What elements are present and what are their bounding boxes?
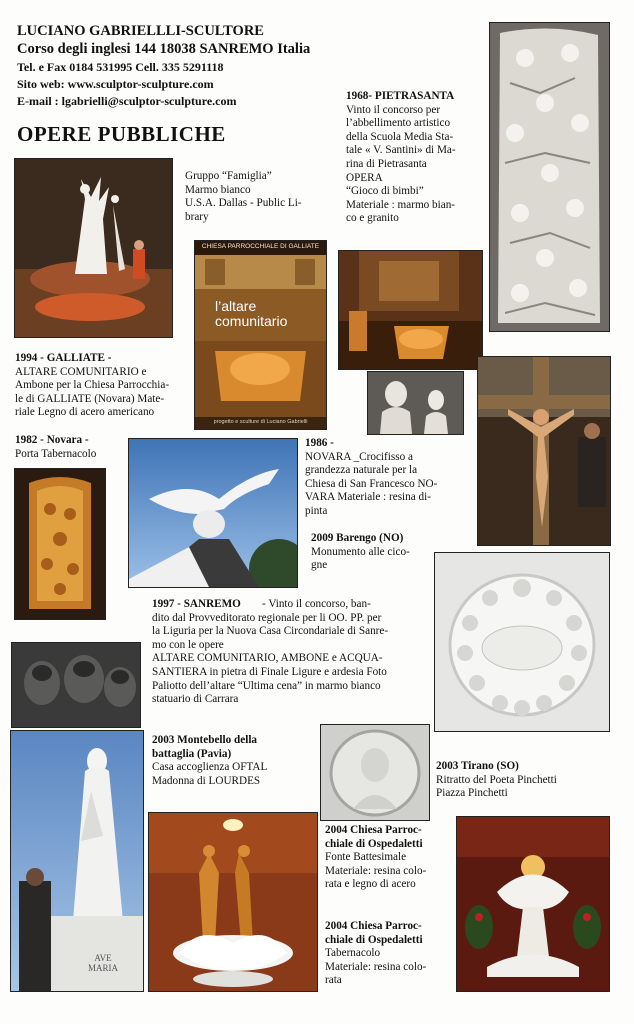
novara-1986-line: VARA Materiale : resina di- — [305, 491, 431, 504]
page-title: OPERE PUBBLICHE — [17, 122, 226, 146]
ospedaletti-fonte-text — [325, 824, 426, 892]
sanremo-line: dito dal Provveditorato regionale per li OO. PP. per — [152, 611, 382, 624]
barengo-text — [311, 532, 410, 573]
sanremo-line: statuario di Carrara — [152, 693, 239, 706]
statue-inscription-line: AVE — [94, 953, 112, 963]
montebello-line: Madonna di LOURDES — [152, 774, 261, 787]
cicogne-monument-photo — [128, 438, 298, 588]
statue-inscription-line: MARIA — [87, 963, 118, 973]
ospedaletti-tabernacolo-line: Tabernacolo — [325, 947, 381, 960]
address: Corso degli inglesi 144 18038 SANREMO Italia — [17, 41, 311, 57]
sanremo-text — [152, 598, 388, 707]
fonte-battesimale-photo — [148, 812, 318, 992]
famiglia-text — [185, 170, 302, 224]
madonna-lourdes-photo — [10, 730, 144, 992]
galliate-text — [15, 352, 169, 420]
famiglia-line: U.S.A. Dallas - Public Li- — [185, 197, 302, 210]
galliate-line: riale Legno di acero americano — [15, 406, 155, 419]
pietrasanta-line: tale « V. Santini» di Ma- — [346, 144, 456, 157]
ospedaletti-tabernacolo-heading: 2004 Chiesa Parroc- — [325, 920, 422, 932]
sanremo-line: ALTARE COMUNITARIO, AMBONE e ACQUA- — [152, 652, 383, 665]
pietrasanta-text — [346, 90, 456, 226]
montebello-heading: battaglia (Pavia) — [152, 747, 232, 760]
pietrasanta-line: OPERA — [346, 171, 383, 184]
porta-tabernacolo-photo — [14, 468, 106, 620]
galliate-line: ALTARE COMUNITARIO e — [15, 365, 147, 378]
ospedaletti-fonte-heading: 2004 Chiesa Parroc- — [325, 824, 422, 836]
pietrasanta-line: co e granito — [346, 212, 399, 225]
pietrasanta-line: Materiale : marmo bian- — [346, 198, 456, 211]
novara-1986-line: grandezza naturale per la — [305, 464, 418, 477]
novara-1982-heading: 1982 - Novara - — [15, 434, 89, 446]
sanremo-line: SANTIERA in pietra di Finale Ligure e ardesia Foto — [152, 665, 387, 678]
ospedaletti-fonte-line: rata e legno di acero — [325, 878, 416, 891]
crocifisso-photo — [477, 356, 611, 546]
ardesia-relief-photo — [11, 642, 141, 728]
pinchetti-portrait-photo — [320, 724, 430, 821]
altare-comunitario-book-photo — [194, 240, 327, 430]
pietrasanta-line: l’abbellimento artistico — [346, 117, 451, 130]
book-title-line: l’altare — [215, 298, 257, 314]
famiglia-line: brary — [185, 210, 209, 223]
ospedaletti-tabernacolo-text — [325, 920, 426, 988]
pietrasanta-heading: 1968- PIETRASANTA — [346, 90, 455, 102]
sanremo-heading: 1997 - SANREMO — [152, 598, 241, 610]
tabernacolo-photo — [456, 816, 610, 992]
novara-1986-line: NOVARA _Crocifisso a — [305, 450, 413, 463]
tirano-text — [436, 760, 557, 801]
novara-1986-line: Chiesa di San Francesco NO- — [305, 477, 438, 490]
email[interactable]: E-mail : lgabrielli@sculptor-sculpture.com — [17, 94, 237, 108]
book-title — [215, 299, 287, 329]
ospedaletti-fonte-heading: chiale di Ospedaletti — [325, 837, 423, 850]
website[interactable]: Sito web: www.sculptor-sculpture.com — [17, 77, 214, 91]
ospedaletti-tabernacolo-line: Materiale: resina colo- — [325, 960, 427, 973]
pietrasanta-line: “Gioco di bimbi” — [346, 185, 424, 198]
gioco-di-bimbi-photo — [489, 22, 610, 332]
book-title-line: comunitario — [215, 313, 288, 329]
busts-photo — [367, 371, 464, 435]
book-header: CHIESA PARROCCHIALE DI GALLIATE — [201, 243, 320, 250]
ospedaletti-fonte-line: Materiale: resina colo- — [325, 864, 427, 877]
novara-1982-text — [15, 434, 96, 461]
barengo-heading: 2009 Barengo (NO) — [311, 532, 404, 544]
sanremo-line: Paliotto dell’altare “Ultima cena” in marmo bianco — [152, 679, 381, 692]
book-footer: progetto e sculture di Luciano Gabrielli — [213, 419, 308, 425]
famiglia-line: Gruppo “Famiglia” — [185, 170, 272, 182]
altare-interior-photo — [338, 250, 483, 370]
pietrasanta-line: rina di Pietrasanta — [346, 157, 427, 170]
montebello-line: Casa accoglienza OFTAL — [152, 761, 268, 774]
novara-1986-heading: 1986 - — [305, 437, 334, 449]
ospedaletti-tabernacolo-line: rata — [325, 974, 342, 987]
tirano-line: Ritratto del Poeta Pinchetti — [436, 773, 557, 786]
sanremo-line: la Liguria per la Nuova Casa Circondariale di Sanre- — [152, 625, 389, 638]
sculptor-name: LUCIANO GABRIELLLI-SCULTORE — [17, 23, 264, 39]
novara-1986-text — [305, 437, 437, 519]
galliate-heading: 1994 - GALLIATE - — [15, 352, 112, 364]
statue-inscription — [63, 953, 143, 973]
phone: Tel. e Fax 0184 531995 Cell. 335 5291118 — [17, 60, 224, 74]
sanremo-line: mo con le opere — [152, 638, 224, 651]
ospedaletti-fonte-line: Fonte Battesimale — [325, 851, 407, 864]
montebello-heading: 2003 Montebello della — [152, 734, 258, 746]
novara-1986-line: pinta — [305, 504, 328, 517]
galliate-line: le di GALLIATE (Novara) Mate- — [15, 392, 165, 405]
montebello-text — [152, 734, 267, 788]
tirano-line: Piazza Pinchetti — [436, 787, 508, 800]
tirano-heading: 2003 Tirano (SO) — [436, 760, 519, 772]
famiglia-line: Marmo bianco — [185, 183, 251, 196]
galliate-line: Ambone per la Chiesa Parrocchia- — [15, 379, 170, 392]
pietrasanta-line: Vinto il concorso per — [346, 103, 441, 116]
famiglia-photo — [14, 158, 173, 338]
ultima-cena-photo — [434, 552, 610, 732]
sanremo-line: - Vinto il concorso, ban- — [262, 598, 371, 610]
ospedaletti-tabernacolo-heading: chiale di Ospedaletti — [325, 933, 423, 946]
barengo-line: Monumento alle cico- — [311, 545, 410, 558]
pietrasanta-line: della Scuola Media Sta- — [346, 130, 454, 143]
barengo-line: gne — [311, 559, 328, 572]
novara-1982-line: Porta Tabernacolo — [15, 447, 97, 460]
